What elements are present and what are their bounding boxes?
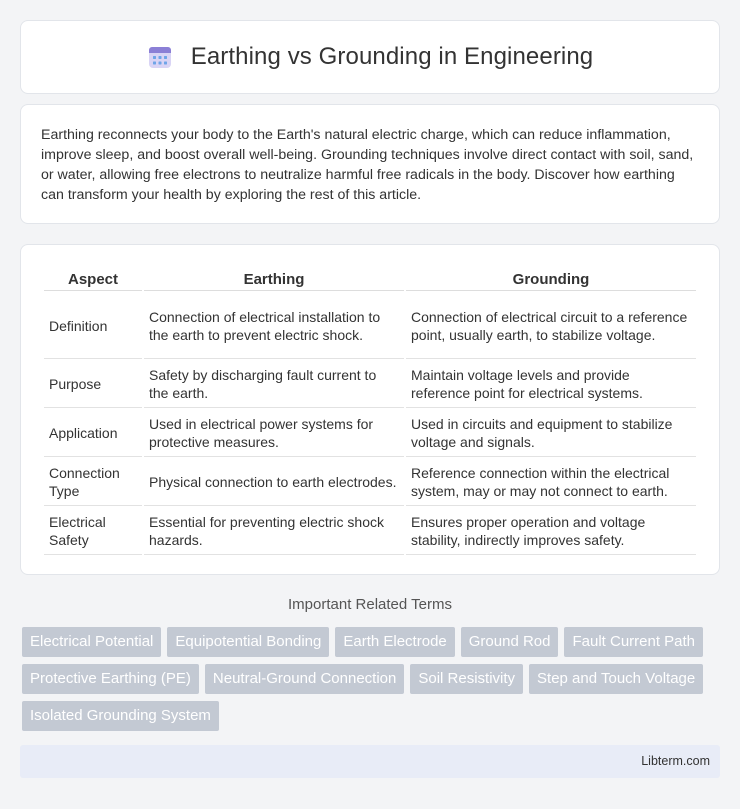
table-row	[44, 459, 696, 506]
intro-card	[20, 104, 720, 224]
footer-site-link[interactable]: Libterm.com	[641, 754, 710, 768]
related-term-tag[interactable]: Fault Current Path	[564, 627, 703, 657]
table-cell-earthing: Connection of electrical installation to the earth to prevent electric shock.	[144, 293, 404, 359]
table-cell-grounding: Reference connection within the electrical system, may or may not connect to earth.	[406, 459, 696, 506]
table-cell-aspect: Definition	[44, 293, 142, 359]
related-term-tag[interactable]: Earth Electrode	[335, 627, 454, 657]
table-cell-earthing: Used in electrical power systems for protective measures.	[144, 410, 404, 457]
table-cell-aspect: Electrical Safety	[44, 508, 142, 555]
intro-text: Earthing reconnects your body to the Earth's natural electric charge, which can reduce inflammation, improve sleep, and boost overall well-being. Grounding techniques involve direct contact with soil, sand, or water, allowing free electrons to neutralize harmful free radicals in the body. Discover how earthing can transform your health by exploring the rest of this article.	[41, 127, 694, 203]
title-card	[20, 20, 720, 94]
related-term-tag[interactable]: Step and Touch Voltage	[529, 664, 703, 694]
table-cell-aspect: Connection Type	[44, 459, 142, 506]
header-earthing: Earthing	[144, 269, 404, 291]
footer	[20, 745, 720, 778]
table-cell-aspect: Purpose	[44, 361, 142, 408]
related-terms-list	[22, 627, 722, 731]
table-cell-aspect: Application	[44, 410, 142, 457]
table-row	[44, 361, 696, 408]
table-cell-earthing: Safety by discharging fault current to the earth.	[144, 361, 404, 408]
page-title: Earthing vs Grounding in Engineering	[190, 43, 594, 70]
related-term-tag[interactable]: Equipotential Bonding	[167, 627, 329, 657]
table-row	[44, 410, 696, 457]
related-term-tag[interactable]: Isolated Grounding System	[22, 701, 219, 731]
comparison-table-card	[20, 244, 720, 575]
table-cell-earthing: Physical connection to earth electrodes.	[144, 459, 404, 506]
table-cell-earthing: Essential for preventing electric shock hazards.	[144, 508, 404, 555]
related-term-tag[interactable]: Protective Earthing (PE)	[22, 664, 199, 694]
table-cell-grounding: Used in circuits and equipment to stabilize voltage and signals.	[406, 410, 696, 457]
table-row	[44, 508, 696, 555]
calendar-grid-icon	[147, 44, 173, 70]
header-aspect: Aspect	[44, 269, 142, 291]
table-row	[44, 293, 696, 359]
table-cell-grounding: Ensures proper operation and voltage stability, indirectly improves safety.	[406, 508, 696, 555]
header-grounding: Grounding	[406, 269, 696, 291]
related-term-tag[interactable]: Electrical Potential	[22, 627, 161, 657]
comparison-table	[42, 267, 698, 557]
related-term-tag[interactable]: Ground Rod	[461, 627, 559, 657]
related-terms-heading: Important Related Terms	[288, 596, 452, 613]
related-term-tag[interactable]: Neutral-Ground Connection	[205, 664, 404, 694]
table-header-row	[44, 269, 696, 291]
table-cell-grounding: Connection of electrical circuit to a reference point, usually earth, to stabilize voltage.	[406, 293, 696, 359]
related-term-tag[interactable]: Soil Resistivity	[410, 664, 523, 694]
table-cell-grounding: Maintain voltage levels and provide reference point for electrical systems.	[406, 361, 696, 408]
